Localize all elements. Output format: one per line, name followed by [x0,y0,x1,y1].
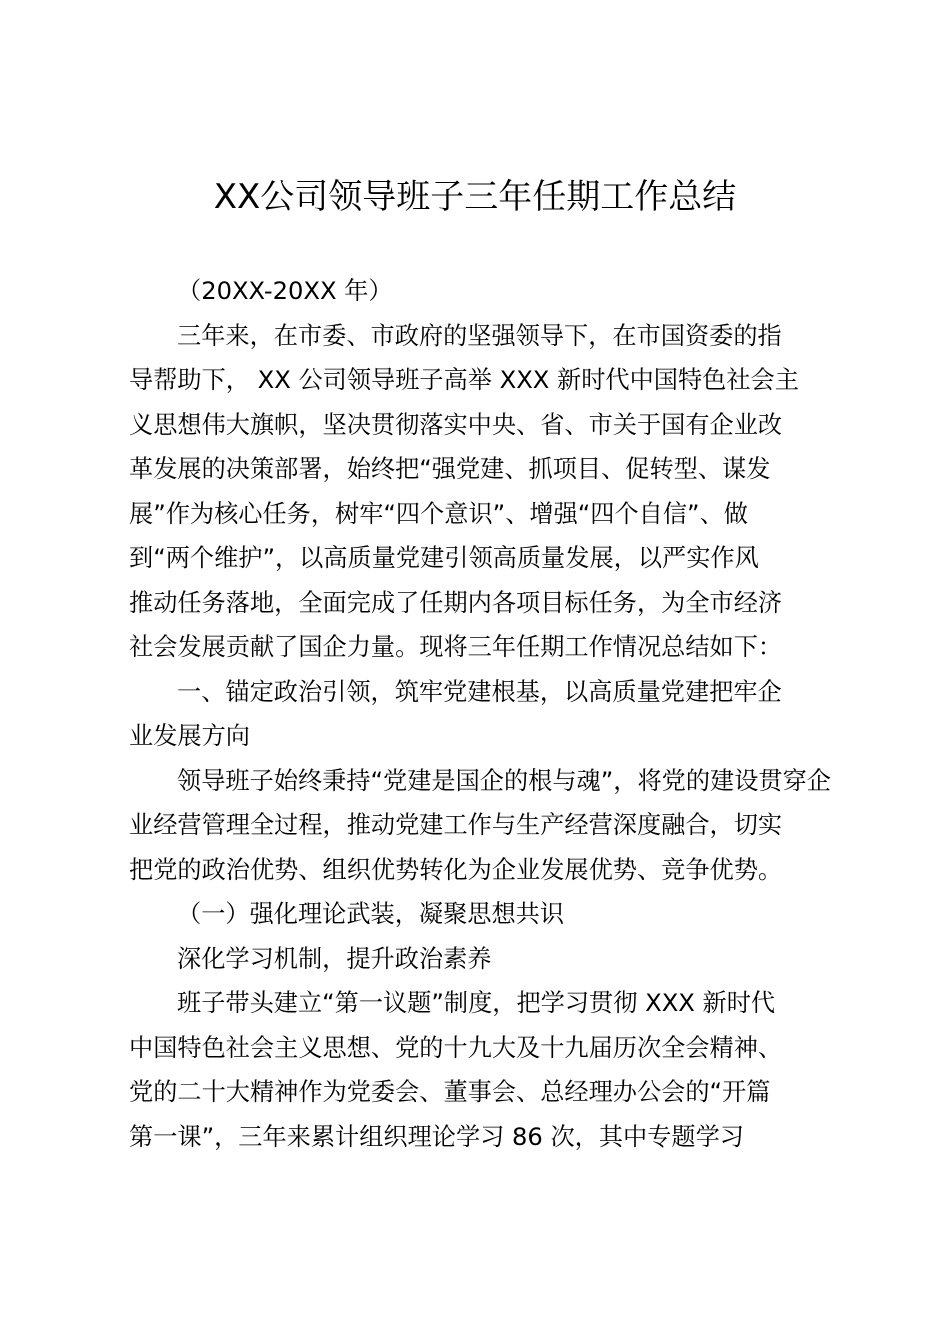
section-heading: 一、锚定政治引领，筑牢党建根基，以高质量党建把牢企 [177,678,782,706]
paragraph-line: 义思想伟大旗帜，坚决贯彻落实中央、省、市关于国有企业改 [129,411,783,439]
paragraph-line: 中国特色社会主义思想、党的十九大及十九届历次全会精神、 [129,1034,783,1062]
section-heading: 业发展方向 [129,722,250,750]
paragraph-line: 导帮助下， XX 公司领导班子高举 XXX 新时代中国特色社会主 [129,366,799,394]
subsection-heading: （一）强化理论武装，凝聚思想共识 [177,900,565,928]
subsection-heading: 深化学习机制，提升政治素养 [177,945,492,973]
paragraph-line: 三年来，在市委、市政府的坚强领导下，在市国资委的指 [177,322,782,350]
paragraph-line: 革发展的决策部署，始终把“强党建、抓项目、促转型、谋发 [129,455,771,483]
paragraph-line: 到“两个维护”，以高质量党建引领高质量发展，以严实作风 [129,544,759,572]
document-title: XX公司领导班子三年任期工作总结 [213,177,737,217]
paragraph-line: 领导班子始终秉持“党建是国企的根与魂”，将党的建设贯穿企 [177,767,831,795]
paragraph-line: 展”作为核心任务，树牢“四个意识”、增强“四个自信”、做 [129,500,748,528]
paragraph-line: 党的二十大精神作为党委会、董事会、总经理办公会的“开篇 [129,1078,771,1106]
paragraph-line: 第一课”，三年来累计组织理论学习 86 次，其中专题学习 [129,1123,744,1151]
paragraph-line: 业经营管理全过程，推动党建工作与生产经营深度融合，切实 [129,811,783,839]
paragraph-line: 班子带头建立“第一议题”制度，把学习贯彻 XXX 新时代 [177,989,776,1017]
year-range: （20XX-20XX 年） [177,277,393,305]
paragraph-line: 社会发展贡献了国企力量。现将三年任期工作情况总结如下： [129,633,783,661]
paragraph-line: 把党的政治优势、组织优势转化为企业发展优势、竞争优势。 [129,856,783,884]
paragraph-line: 推动任务落地，全面完成了任期内各项目标任务，为全市经济 [129,589,783,617]
